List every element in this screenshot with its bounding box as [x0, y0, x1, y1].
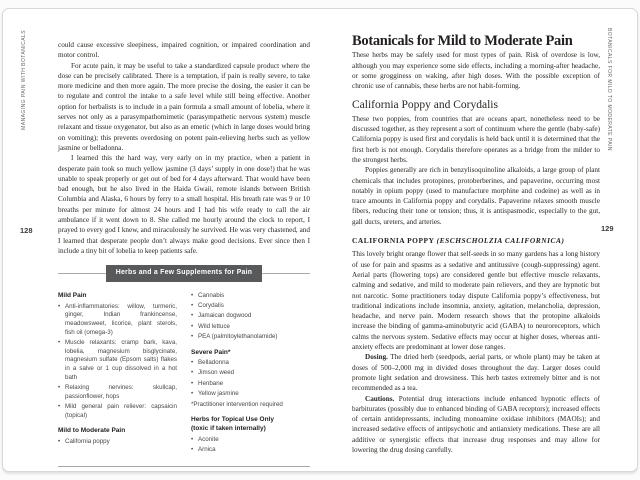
- list-item: • Jimson weed: [191, 369, 310, 378]
- list-item: • Corydalis: [191, 302, 310, 311]
- dosing-label: Dosing.: [365, 353, 388, 362]
- cautions-label: Cautions.: [365, 394, 395, 403]
- herb-box-header: [58, 265, 310, 282]
- herb-box-rule-right: [262, 273, 310, 274]
- list-item: • Wild lettuce: [191, 323, 310, 332]
- list-item: • Aconite: [191, 436, 310, 445]
- list-item: • Muscle relaxants: cramp bark, kava, lobelia, magnesium bisglycinate, magnesium sulfate (Epsom salts) flakes in a salve or 1 cup dissolved in a hot bath: [58, 339, 177, 383]
- herb-box-column-1: [58, 292, 177, 456]
- dosing-text: The dried herb (seedpods, aerial parts, or whole plant) may be taken at doses of 500–2,000 mg in divided doses throughout the day. Larger doses could promote light sedation and drowsiness. This herb tastes extremely bitter and is not recommended as a tea.: [352, 353, 600, 393]
- cautions-text: Potential drug interactions include enhanced hypnotic effects of barbiturates (possibly due to enhanced binding of GABA receptors); increased effects of certain antidepressants, including monoamine oxidase inhibitors (MAOIs); and increased sedative effects of antipsychotic and antianxiety medications. These are all additive or synergistic effects that increase drug responses and may allow for lowering the drug dosing carefully.: [352, 394, 601, 454]
- list-item: • Mild general pain reliever: capsaicin (topical): [58, 403, 177, 420]
- topical-heading-line2: (toxic if taken internally): [191, 424, 266, 432]
- subsection-heading-common-name: CALIFORNIA POPPY: [352, 236, 437, 246]
- heading-topical-use-only: [191, 416, 310, 433]
- mild-to-moderate-list-continued: [191, 292, 310, 342]
- herb-box-column-2: [191, 292, 310, 456]
- list-item: • Yellow jasmine: [191, 390, 310, 399]
- dosing-paragraph: [352, 352, 600, 393]
- herb-box-bottom-rule: [58, 466, 310, 467]
- section-heading-california-poppy-corydalis: California Poppy and Corydalis: [352, 99, 498, 112]
- left-page-number: 128: [20, 226, 33, 235]
- herb-box-rule-left: [58, 273, 106, 274]
- list-item: • Relaxing nervines: skullcap, passionflower, hops: [58, 384, 177, 401]
- heading-severe-pain: Severe Pain*: [191, 348, 231, 356]
- left-paragraph-anecdote: I learned this the hard way, very early on in my practice, when a patient in desperate pain took so much yellow jasmine (3 days’ supply in one dose!) that he was unable to speak properly or get out of bed for 4 days afterward. That would have been bad enough, but he also lived in the Haida Gwaii, remote islands between British Columbia and Alaska, 6 hours by ferry to a small hospital. His breath rate was 9 or 10 breaths per minute for almost 24 hours and I had his wife ready to call the air ambulance if it went down to 8. She called me hourly around the clock to report, I prayed to every god I knew, and miraculously he survived. He was very chastened, and I learned that desperate people don’t always make good decisions. Ever since then I include a tiny bit of lobelia to keep patients safe.: [58, 154, 310, 255]
- practitioner-footnote: *Practitioner intervention required: [191, 400, 283, 408]
- section-paragraph-1: These two poppies, from countries that are oceans apart, nonetheless need to be discussed together, as they represent a sort of continuum where the gentle (baby-safe) California poppy is used first and corydalis is held back until it is determined that the first herb is not enough. Corydalis therefore operates as a bridge from the milder to the strongest herbs.: [352, 114, 600, 164]
- list-item: • PEA (palmitoylethanolamide): [191, 333, 310, 342]
- list-item: • California poppy: [58, 438, 177, 447]
- cautions-paragraph: [352, 394, 600, 456]
- heading-mild-pain: Mild Pain: [58, 292, 87, 300]
- left-paragraph-continuation: could cause excessive sleepiness, impaired cognition, or impaired coordination and motor control.: [58, 41, 310, 60]
- left-running-head: MANAGING PAIN WITH BOTANICALS: [21, 30, 27, 130]
- right-page-text-column: [352, 33, 601, 455]
- california-poppy-body-paragraph: This lovely bright orange flower that self-seeds in so many gardens has a long history of use for pain and spasms as a sedative and antitussive (cough-suppressing) agent. Aerial parts (flowering tops) are considered gentle but effective muscle relaxants, calming and sedative, and mild to moderate pain relievers, and they are hypnotic but not narcotic. Some practitioners today dispute California poppy’s effectiveness, but traditional indications include insomnia, anxiety, agitation, melancholia, depression, headache, and nerve pain. Modern research shows that the protopine alkaloids increase the binding of gamma-aminobutyric acid (GABA) to neuroreceptors, which calms the nervous system. Sedative effects may occur at higher doses, whereas anti-anxiety effects are predominant at lower dose ranges.: [352, 250, 600, 352]
- section-paragraph-2: Poppies generally are rich in benzylisoquinoline alkaloids, a large group of plant chemicals that includes protopines, protoberberines, and papaverine, occurring most notably in opium poppy (used to manufacture morphine and codeine) as well as in trace amounts in California poppy and corydalis. Papaverine relaxes smooth muscle fibers, reducing their tone or tension; thus, it is antispasmodic, especially to the gut, gall ducts, ureters, and arteries.: [352, 166, 600, 226]
- subsection-heading-california-poppy: [352, 236, 600, 246]
- chapter-title: Botanicals for Mild to Moderate Pain: [352, 33, 573, 49]
- severe-pain-list: [191, 359, 310, 398]
- list-item: • Henbane: [191, 380, 310, 389]
- herb-box-title: Herbs and a Few Supplements for Pain: [106, 265, 263, 282]
- list-item: • Cannabis: [191, 292, 310, 301]
- topical-heading-line1: Herbs for Topical Use Only: [191, 416, 274, 424]
- list-item: • Jamaican dogwood: [191, 312, 310, 321]
- left-page-text-column: [58, 40, 310, 467]
- right-page-number: 129: [601, 224, 614, 233]
- mild-pain-list: [58, 303, 177, 421]
- list-item: • Arnica: [191, 446, 310, 455]
- list-item: • Belladonna: [191, 359, 310, 368]
- chapter-intro-paragraph: These herbs may be safely used for most types of pain. Risk of overdose is low, although you may experience some side effects, including a morning-after headache, or some grogginess on waking, after high doses. With the possible exception of chronic use of cannabis, these herbs are not habit-forming.: [352, 51, 600, 91]
- left-paragraph-acute-pain: For acute pain, it may be useful to take a standardized capsule product where the dose can be precisely calibrated. There is a temptation, if pain is really severe, to take more medicine and then more again. The more precise the dosing, the easier it can be to regulate and control the intake to a safe level while still being effective. Another option for herbalists is to include in a pain formula a small amount of lobelia, where it serves not only as a parasympathomimetic (parasympathetic nervous system) muscle relaxant and tissue oxygenator, but also as an emetic (which in large doses would bring on vomiting); this prevents overdosing on potent pain-relieving herbs such as yellow jasmine or belladonna.: [58, 61, 310, 152]
- subsection-heading-latin-name: (ESCHSCHOLZIA CALIFORNICA): [436, 236, 565, 246]
- right-running-head: BOTANICALS FOR MILD TO MODERATE PAIN: [606, 28, 612, 151]
- mild-to-moderate-list: [58, 438, 177, 447]
- list-item: • Anti-inflammatories: willow, turmeric, ginger, Indian frankincense, meadowsweet, licorice, plant sterols, fish oil (omega-3): [58, 303, 177, 338]
- topical-use-list: [191, 436, 310, 455]
- herb-box-columns: [58, 292, 310, 456]
- heading-mild-to-moderate-pain: Mild to Moderate Pain: [58, 427, 126, 435]
